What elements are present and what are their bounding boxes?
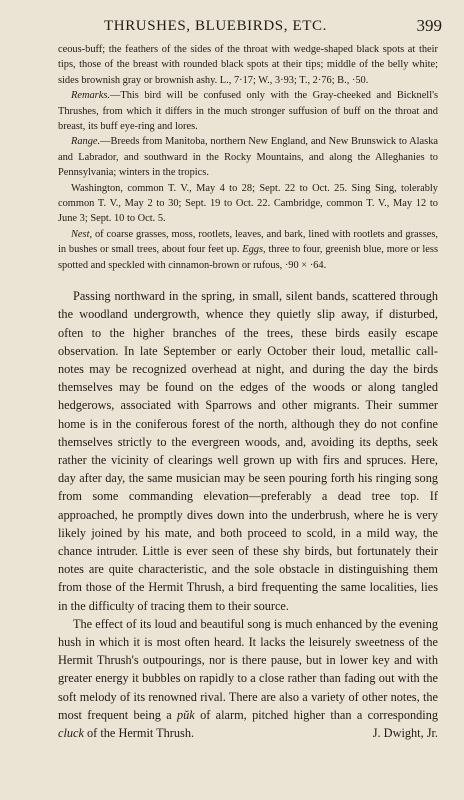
- description-paragraph: ceous-buff; the feathers of the sides of the throat with wedge-shaped black spots at their tips, those of the breast with rounded black spots at their tips; middle of the belly white; sides brownish gray or brownish ashy. L., 7·17; W., 3·93; T., 2·76; B., ·50.: [58, 44, 438, 86]
- narrative-paragraph-1: Passing northward in the spring, in small, silent bands, scattered through the woodland undergrowth, whence they quietly slip away, if disturbed, often to the higher branches of the trees, these birds easily escape observation. In late September or early October their loud, metallic call-notes may be recognized overhead at night, and during the day the birds themselves may be found on the edges of the woods or along tangled hedgerows, associated with Sparrows and other migrants. Their summer home is in the coniferous forest of the north, although they do not confine themselves strictly to the evergreen woods, and, avoiding its depths, seek rather the vicinity of clearings well grown up with firs and spruces. Here, day after day, the same musician may be seen pouring forth his ringing song from some commanding elevation—preferably a dead tree top. If approached, he promptly dives down into the underbrush, where he is very likely joined by his mate, and both proceed to scold, in a mild way, the chance intruder. Little is ever seen of these shy birds, but fortunately their notes are quite characteristic, and the sole obstacle in distinguishing them from those of the Hermit Thrush, a bird frequenting the same localities, lies in the difficulty of tracing them to their source.: [58, 289, 438, 613]
- remarks-label: Remarks.: [71, 90, 110, 102]
- remarks-paragraph: Remarks.—This bird will be confused only with the Gray-cheeked and Bicknell's Thrushes, from which it differs in the much stronger suffusion of buff on the throat and breast, its buff eye-ring and lores.: [58, 90, 438, 133]
- narrative-paragraph-2: The effect of its loud and beautiful song is much enhanced by the evening hush in which it is most often heard. It lacks the leisurely sweetness of the Hermit Thrush's outpourings, nor is there pause, but in lower key and with greater energy it bubbles on rapidly to a close rather than fading out with the soft melody of its renowned rival. There are also a variety of other notes, the most frequent being a pŭk of alarm, pitched higher than a corresponding cluck of the Hermit Thrush.: [58, 616, 438, 740]
- nest-label: Nest,: [71, 228, 93, 240]
- narrative-block: [58, 287, 438, 742]
- page-number: 399: [416, 16, 442, 35]
- author-signature: J. Dwight, Jr.: [372, 726, 438, 741]
- records-paragraph: Washington, common T. V., May 4 to 28; Sept. 22 to Oct. 25. Sing Sing, tolerably common T. V., May 2 to 30; Sept. 19 to Oct. 22. Cambridge, common T. V., May 12 to June 3; Sept. 10 to Oct. 5.: [58, 182, 438, 225]
- species-description-block: [58, 42, 438, 273]
- eggs-label: Eggs,: [242, 244, 266, 256]
- running-head: THRUSHES, BLUEBIRDS, ETC.: [104, 18, 327, 34]
- nest-paragraph: Nest, of coarse grasses, moss, rootlets, leaves, and bark, lined with rootlets and grasses, in bushes or small trees, about four feet up. Eggs, three to four, greenish blue, more or less spotted and speckled with cinnamon-brown or rufous, ·90 × ·64.: [58, 228, 438, 271]
- cluck-call: cluck: [58, 725, 84, 740]
- page-header: [58, 14, 442, 42]
- range-paragraph: Range.—Breeds from Manitoba, northern New England, and New Brunswick to Alaska and Labrador, and southward in the Rocky Mountains, and along the Alleghanies to Pennsylvania; winters in the tropics.: [58, 136, 438, 179]
- range-label: Range.: [71, 136, 101, 148]
- puk-call: pŭk: [177, 707, 195, 722]
